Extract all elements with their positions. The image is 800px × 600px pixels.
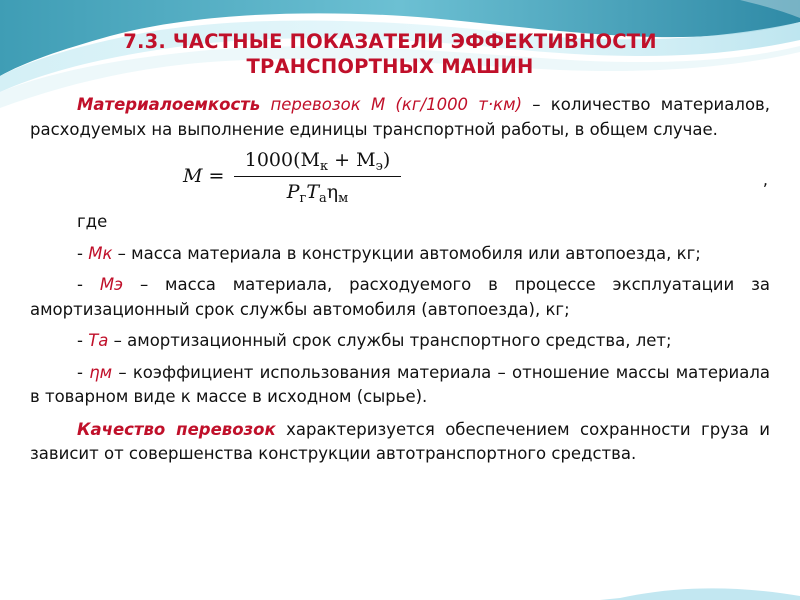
formula-trailing-comma: , xyxy=(762,170,768,189)
term-materialoemkost: Материалоемкость xyxy=(77,95,261,114)
formula-fraction xyxy=(234,145,401,207)
den-eta-sub: м xyxy=(338,191,349,206)
title-line-1: 7.3. ЧАСТНЫЕ ПОКАЗАТЕЛИ ЭФФЕКТИВНОСТИ xyxy=(123,30,657,53)
num-sub-e: э xyxy=(375,159,383,174)
symbol-ta: Та xyxy=(88,331,109,350)
def-prefix: - xyxy=(77,243,89,263)
intro-paragraph xyxy=(30,93,770,142)
formula-block xyxy=(30,150,770,208)
title-line-2: ТРАНСПОРТНЫХ МАШИН xyxy=(246,55,534,78)
den-p-sub: г xyxy=(299,191,307,206)
num-part-1: 1000(M xyxy=(244,149,320,171)
def-prefix: - xyxy=(77,362,90,382)
formula-numerator xyxy=(234,145,401,175)
def-text: – коэффициент использования материала – отношение массы материала в товарном виде к массе в исходном (сырье). xyxy=(30,362,770,406)
slide-body xyxy=(30,93,770,467)
where-label: где xyxy=(77,212,108,231)
symbol-me: Мэ xyxy=(99,275,124,294)
definition-me xyxy=(30,273,770,322)
formula-denominator xyxy=(234,177,401,207)
term-suffix: перевозок М (кг/1000 т·км) xyxy=(260,95,523,114)
quality-paragraph xyxy=(30,418,770,467)
num-sub-k: к xyxy=(319,159,329,174)
num-part-2: + M xyxy=(328,149,376,171)
den-t: T xyxy=(306,181,319,203)
formula-lhs: M = xyxy=(183,165,225,187)
den-p: P xyxy=(286,181,300,203)
den-eta: η xyxy=(326,181,339,203)
symbol-eta: ηм xyxy=(89,362,113,382)
definition-mk xyxy=(30,242,770,267)
def-prefix: - xyxy=(77,275,100,294)
intro-definition: – количество материалов, расходуемых на выполнение единицы транспортной работы, в общем случае. xyxy=(30,95,771,139)
def-text: – масса материала, расходуемого в процессе эксплуатации за амортизационный срок службы автомобиля (автопоезда), кг; xyxy=(30,275,770,319)
quality-text: характеризуется обеспечением сохранности груза и зависит от совершенства конструкции автотранспортного средства. xyxy=(30,419,770,463)
def-text: – амортизационный срок службы транспортного средства, лет; xyxy=(108,331,672,350)
term-kachestvo: Качество перевозок xyxy=(77,419,276,439)
def-prefix: - xyxy=(77,331,89,350)
den-t-sub: а xyxy=(319,191,327,206)
definition-eta xyxy=(30,361,770,410)
slide-title xyxy=(60,29,720,79)
num-part-3: ) xyxy=(382,149,391,171)
definition-ta xyxy=(30,329,770,354)
def-text: – масса материала в конструкции автомобиля или автопоезда, кг; xyxy=(112,243,701,263)
symbol-mk: Мк xyxy=(88,243,113,263)
